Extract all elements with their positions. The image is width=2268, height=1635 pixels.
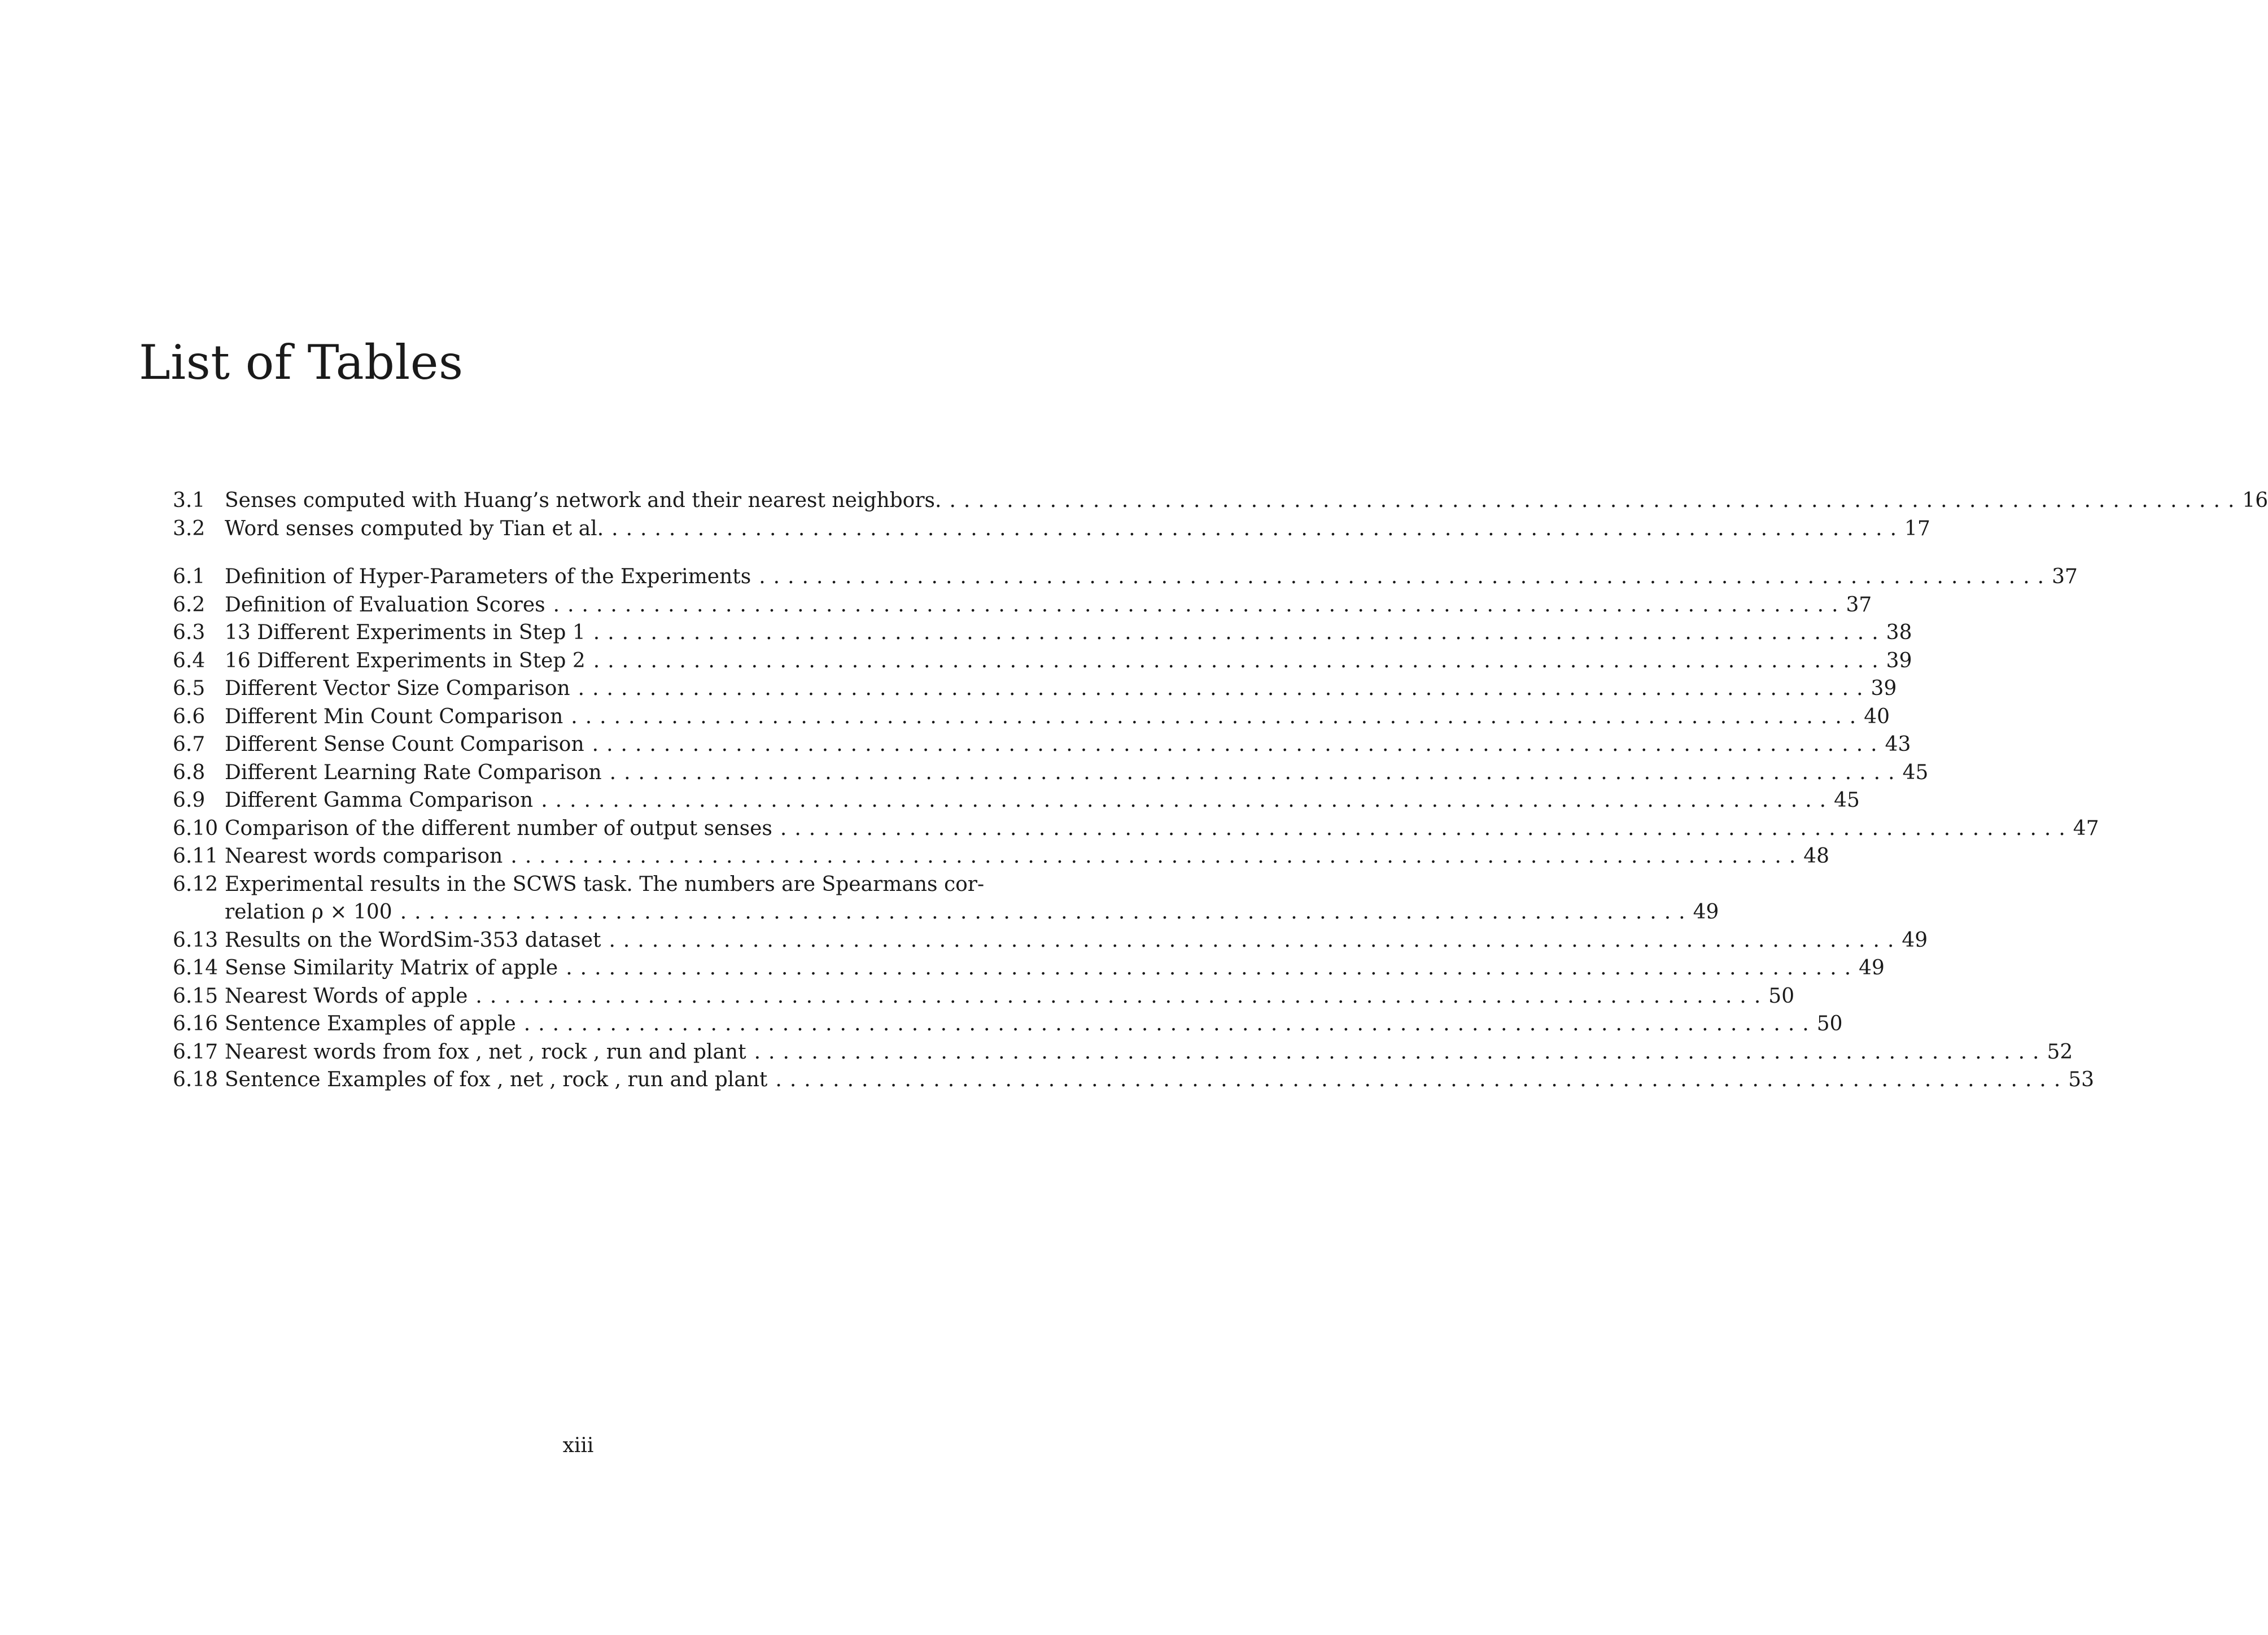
entry-page-number: 38 (1886, 621, 1912, 644)
entry-number: 6.14 (173, 956, 219, 980)
dot-leader: .......................................................................................... (566, 956, 1859, 980)
list-item[interactable] (173, 786, 1860, 815)
dot-leader: .......................................................................................... (593, 649, 1886, 672)
entry-page-number: 50 (1768, 984, 1795, 1008)
entry-page-number: 49 (1693, 900, 1719, 924)
entry-title: Nearest words from fox , net , rock , run and plant (225, 1040, 746, 1064)
entry-title: 16 Different Experiments in Step 2 (225, 649, 585, 672)
entry-title: Comparison of the different number of output senses (225, 816, 772, 840)
dot-leader: .......................................................................................... (541, 789, 1834, 812)
dot-leader: .......................................................................................... (775, 1068, 2069, 1091)
entry-number: 6.9 (173, 789, 206, 812)
entry-page-number: 37 (2052, 565, 2078, 588)
dot-leader: .......................................................................................... (592, 733, 1885, 756)
entry-number: 6.10 (173, 816, 219, 840)
entry-page-number: 45 (1834, 789, 1860, 812)
entry-number: 6.8 (173, 760, 206, 784)
entry-title: Word senses computed by Tian et al. (225, 517, 604, 540)
entry-page-number: 47 (2073, 816, 2099, 840)
entry-number: 3.1 (173, 489, 206, 512)
entry-title: Nearest Words of apple (225, 984, 468, 1008)
list-item[interactable] (173, 954, 1885, 982)
entry-title: Different Vector Size Comparison (225, 677, 570, 700)
entry-page-number: 37 (1846, 593, 1872, 617)
list-item[interactable] (173, 563, 2078, 591)
entry-number: 6.11 (173, 845, 219, 868)
entry-title: 13 Different Experiments in Step 1 (225, 621, 585, 644)
entry-title: Different Learning Rate Comparison (225, 760, 602, 784)
list-item[interactable] (173, 982, 1795, 1011)
dot-leader: .......................................................................................... (510, 845, 1804, 868)
entry-number: 6.7 (173, 733, 206, 756)
entry-title: Different Gamma Comparison (225, 789, 534, 812)
entry-title: Definition of Evaluation Scores (225, 593, 545, 617)
entry-page-number: 45 (1902, 760, 1929, 784)
entry-page-number: 49 (1859, 956, 1885, 980)
entry-number: 6.12 (173, 872, 219, 896)
list-item[interactable] (173, 1038, 2073, 1066)
entry-page-number: 53 (2068, 1068, 2095, 1091)
entry-title: Definition of Hyper-Parameters of the Experiments (225, 565, 751, 588)
entry-title: Results on the WordSim-353 dataset (225, 928, 601, 952)
entry-title: Sentence Examples of fox , net , rock , run and plant (225, 1068, 768, 1091)
entry-number: 3.2 (173, 517, 206, 540)
entry-page-number: 50 (1816, 1012, 1843, 1035)
list-of-tables (173, 487, 2268, 1094)
entry-title: Sense Similarity Matrix of apple (225, 956, 558, 980)
entry-number: 6.15 (173, 984, 219, 1008)
entry-number: 6.5 (173, 677, 206, 700)
list-item[interactable] (173, 1010, 1843, 1038)
entry-page-number: 17 (1904, 517, 1930, 540)
entry-title: Senses computed with Huang’s network and their nearest neighbors. (225, 489, 942, 512)
entry-page-number: 43 (1885, 733, 1911, 756)
dot-leader: .......................................................................................... (759, 565, 2052, 588)
list-item[interactable] (173, 926, 1928, 955)
entry-title: Sentence Examples of apple (225, 1012, 516, 1035)
dot-leader: .......................................................................................... (593, 621, 1886, 644)
list-item[interactable] (173, 515, 1930, 543)
dot-leader: .......................................................................................... (754, 1040, 2047, 1064)
entry-page-number: 39 (1886, 649, 1912, 672)
entry-number: 6.4 (173, 649, 206, 672)
dot-leader: .......................................................................................... (609, 760, 1903, 784)
entry-number: 6.6 (173, 705, 206, 728)
entry-title: Different Sense Count Comparison (225, 733, 584, 756)
list-item[interactable] (173, 647, 1912, 675)
entry-page-number: 52 (2047, 1040, 2073, 1064)
entry-number: 6.16 (173, 1012, 219, 1035)
dot-leader: .......................................................................................... (571, 705, 1864, 728)
entry-title: Nearest words comparison (225, 845, 503, 868)
entry-page-number: 16 (2242, 489, 2268, 512)
list-item[interactable] (173, 703, 1890, 731)
entry-title: Different Min Count Comparison (225, 705, 563, 728)
list-item[interactable] (173, 871, 1719, 926)
dot-leader: .......................................................................................... (400, 900, 1693, 924)
entry-number: 6.3 (173, 621, 206, 644)
list-item[interactable] (173, 815, 2099, 843)
page-title: List of Tables (139, 335, 464, 390)
dot-leader: .......................................................................................... (523, 1012, 1817, 1035)
dot-leader: .......................................................................................... (780, 816, 2073, 840)
entry-page-number: 39 (1871, 677, 1897, 700)
entry-page-number: 40 (1864, 705, 1890, 728)
page-number-footer: xiii (562, 1434, 594, 1457)
entry-number: 6.17 (173, 1040, 219, 1064)
list-item[interactable] (173, 591, 1872, 619)
entry-page-number: 48 (1803, 845, 1830, 868)
entry-page-number: 49 (1902, 928, 1928, 952)
entry-number: 6.13 (173, 928, 219, 952)
list-item[interactable] (173, 619, 1912, 647)
entry-number: 6.1 (173, 565, 206, 588)
dot-leader: .......................................................................................... (475, 984, 1769, 1008)
list-item[interactable] (173, 487, 2268, 515)
entry-number: 6.18 (173, 1068, 219, 1091)
dot-leader: .......................................................................................... (553, 593, 1846, 617)
dot-leader: .......................................................................................... (611, 517, 1905, 540)
entry-title-line-2: relation ρ × 100 (225, 900, 392, 924)
list-item[interactable] (173, 675, 1897, 703)
dot-leader: .......................................................................................... (949, 489, 2243, 512)
dot-leader: .......................................................................................... (578, 677, 1871, 700)
entry-number: 6.2 (173, 593, 206, 617)
list-item[interactable] (173, 759, 1929, 787)
dot-leader: .......................................................................................... (609, 928, 1902, 952)
list-item[interactable] (173, 842, 1830, 871)
list-item[interactable] (173, 731, 1911, 759)
list-item[interactable] (173, 1066, 2095, 1094)
entry-title-line-1: Experimental results in the SCWS task. The numbers are Spearmans cor- (225, 872, 985, 896)
